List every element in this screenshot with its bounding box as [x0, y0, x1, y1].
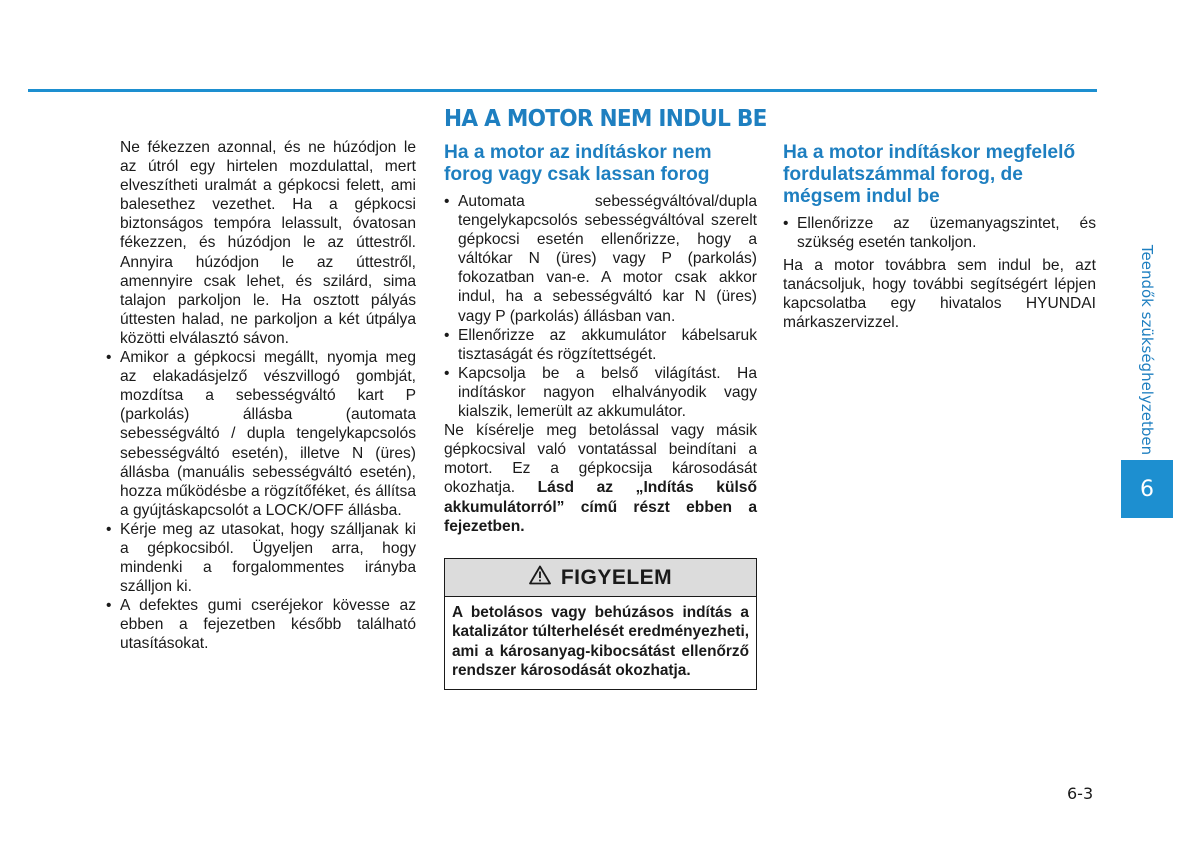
left-column — [106, 138, 416, 654]
section-title: HA A MOTOR NEM INDUL BE — [444, 106, 767, 132]
right-column — [783, 142, 1096, 333]
intro-paragraph: Ne fékezzen azonnal, és ne húzódjon le az útról egy hirtelen mozdulattal, mert elveszítheti uralmát a gépkocsi felett, ami balesethez vezethet. Ha a gépkocsi biztonságos tempóra lelassult, óvatosan fékezzen, és húzódjon le az úttestről. Annyira húzódjon le az úttestről, amennyire csak lehet, és szilárd, sima talajon parkoljon le. Ha osztott pályás úttesten halad, ne parkoljon a két útpálya közötti elválasztó sávon. — [120, 139, 416, 347]
middle-column — [444, 142, 757, 690]
warning-box — [444, 558, 757, 690]
chapter-tab — [1121, 460, 1173, 518]
chapter-side-label: Teendők szükséghelyzetben — [1138, 244, 1156, 456]
warning-title: FIGYELEM — [560, 565, 673, 589]
subsection-heading-slow-crank: Ha a motor az indításkor nem forog vagy csak lassan forog — [444, 142, 712, 185]
top-blue-rule — [28, 89, 1097, 92]
list-item: • A defektes gumi cseréjekor kövesse az ebben a fejezetben később található utasításokat. — [106, 596, 416, 653]
left-bullet-list — [106, 348, 416, 654]
warning-header — [445, 559, 756, 597]
list-item: • Ellenőrizze az üzemanyagszintet, és szükség esetén tankoljon. — [783, 214, 1096, 252]
list-item: • Ellenőrizze az akkumulátor kábelsaruk tisztaságát és rögzítettségét. — [444, 326, 757, 364]
page-number: 6-3 — [1067, 784, 1094, 803]
list-item: • Kérje meg az utasokat, hogy szálljanak ki a gépkocsiból. Ügyeljen arra, hogy mindenki a forgalommentes irányba szálljon ki. — [106, 520, 416, 596]
warning-triangle-icon — [529, 565, 551, 590]
jump-start-reference: Lásd az „Indítás külső akkumulátorról” című részt ebben a fejezetben. — [444, 479, 757, 535]
subsection-heading-no-start: Ha a motor indításkor megfelelő fordulatszámmal forog, de mégsem indul be — [783, 142, 1076, 207]
right-bullet-list — [783, 214, 1096, 252]
list-item: • Amikor a gépkocsi megállt, nyomja meg az elakadásjelző vészvillogó gombját, mozdítsa a sebességváltó kart P (parkolás) állásba (automata sebességváltó / dupla tengelykapcsolós sebességváltó esetén), illetve N (üres) állásba (manuális sebességváltó esetén), hozza működésbe a rögzítőféket, és állítsa a gyújtáskapcsolót a LOCK/OFF állásba. — [106, 348, 416, 520]
warning-text: A betolásos vagy behúzásos indítás a katalizátor túlterhelését eredményezheti, ami a károsanyag-kibocsátást ellenőrző rendszer károsodását okozhatja. — [452, 603, 749, 680]
list-item: • Automata sebességváltóval/dupla tengelykapcsolós sebességváltóval szerelt gépkocsi esetén ellenőrizze, hogy a váltókar N (üres) vagy P (parkolás) fokozatban van-e. A motor csak akkor indul, ha a sebességváltó kar N (üres) vagy P (parkolás) állásban van. — [444, 192, 757, 326]
middle-bullet-list — [444, 192, 757, 421]
list-item: • Kapcsolja be a belső világítást. Ha indításkor nagyon elhalványodik vagy kialszik, lemerült az akkumulátor. — [444, 364, 757, 421]
chapter-number: 6 — [1140, 476, 1154, 502]
push-start-paragraph — [444, 421, 757, 536]
dealer-paragraph: Ha a motor továbbra sem indul be, azt tanácsoljuk, hogy további segítségért lépjen kapcsolatba egy hivatalos HYUNDAI márkaszervizzel. — [783, 257, 1096, 332]
push-start-text: Ne kísérelje meg betolással vagy másik gépkocsival való vontatással beindítani a motort. Ez a gépkocsija károsodását okozhatja. — [444, 422, 757, 497]
